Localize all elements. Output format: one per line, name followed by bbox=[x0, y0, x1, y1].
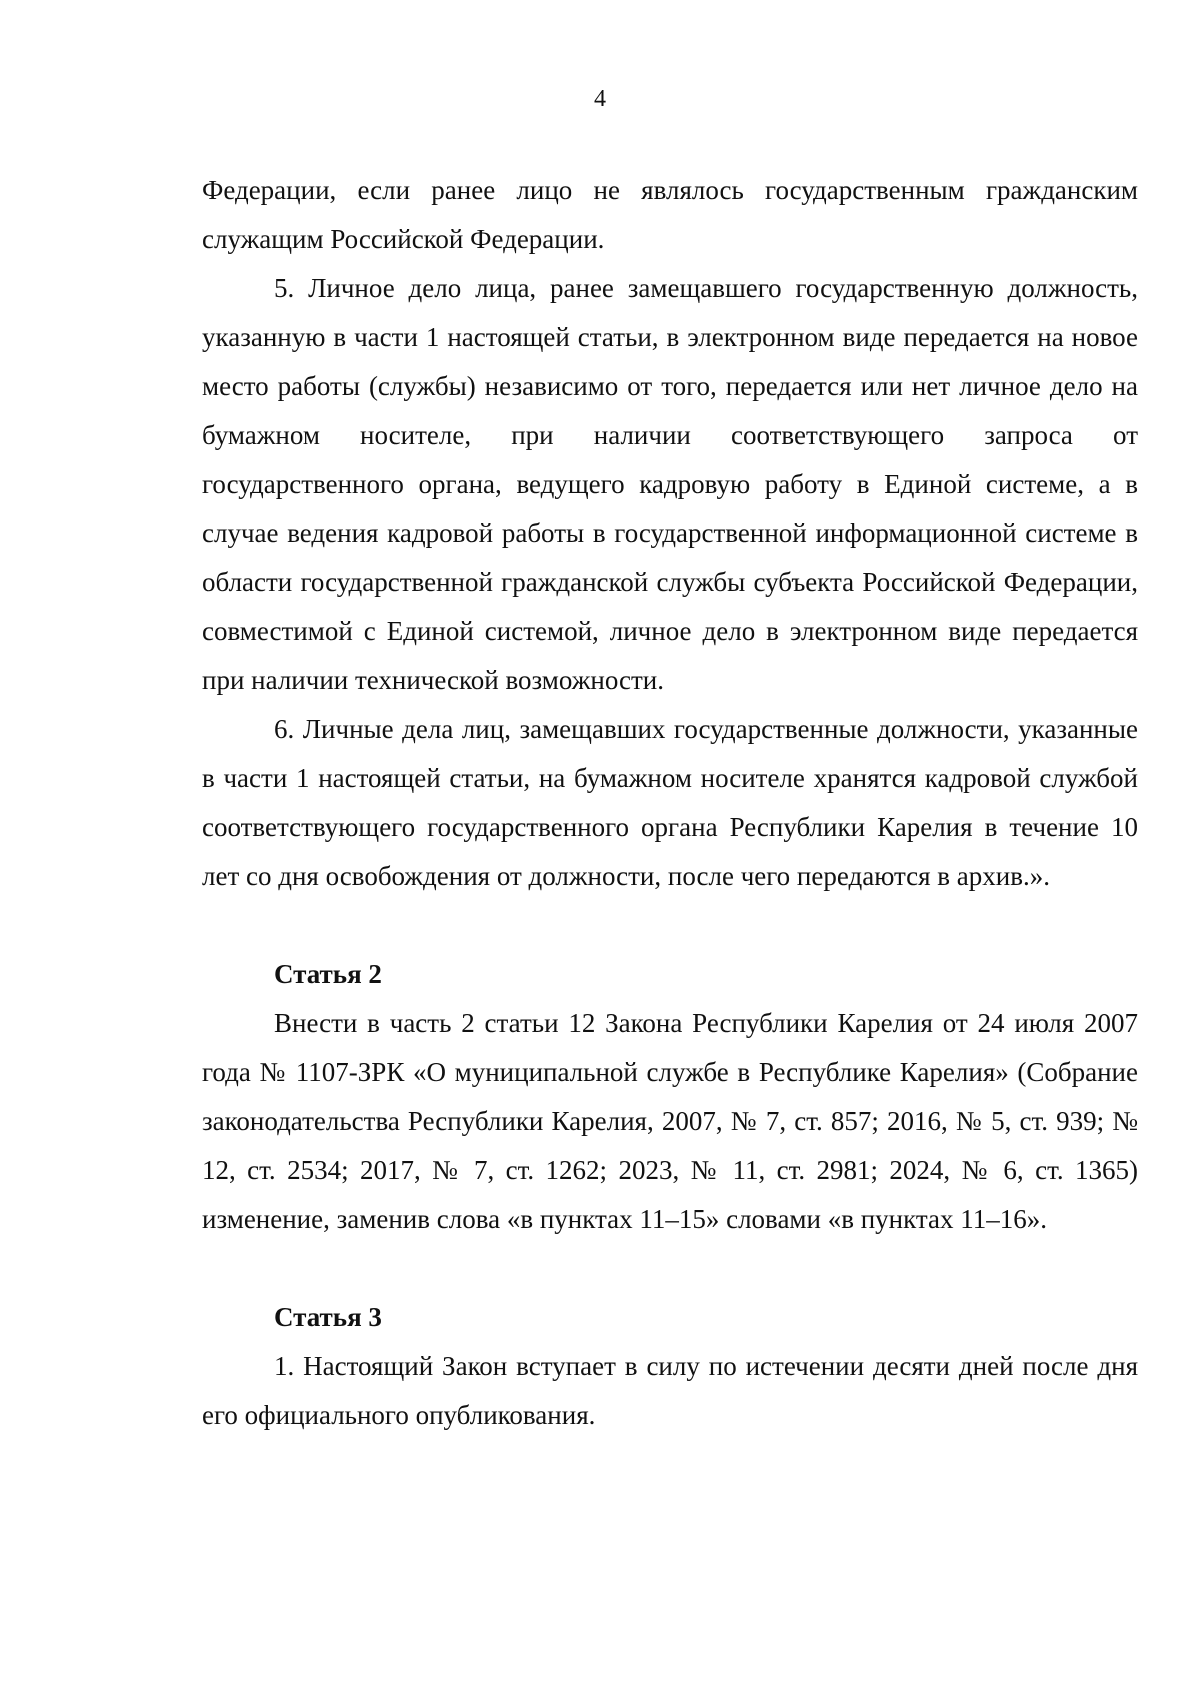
paragraph-point-5: 5. Личное дело лица, ранее замещавшего государственную должность, указанную в части 1 настоящей статьи, в электронном виде передается на новое место работы (службы) независимо от того, передается или нет личное дело на бумажном носителе, при наличии соответствующего запроса от государственного органа, ведущего кадровую работу в Единой системе, а в случае ведения кадровой работы в государственной информационной системе в области государственной гражданской службы субъекта Российской Федерации, совместимой с Единой системой, личное дело в электронном виде передается при наличии технической возможности. bbox=[202, 273, 1138, 695]
document-body bbox=[202, 166, 1138, 1440]
article-3-heading: Статья 3 bbox=[274, 1302, 382, 1332]
article-2-text: Внести в часть 2 статьи 12 Закона Республики Карелия от 24 июля 2007 года № 1107-ЗРК «О муниципальной службе в Республике Карелия» (Собрание законодательства Республики Карелия, 2007, № 7, ст. 857; 2016, № 5, ст. 939; № 12, ст. 2534; 2017, № 7, ст. 1262; 2023, № 11, ст. 2981; 2024, № 6, ст. 1365) изменение, заменив слова «в пунктах 11–15» словами «в пунктах 11–16». bbox=[202, 1008, 1138, 1234]
page-number: 4 bbox=[594, 86, 606, 112]
article-3-text: 1. Настоящий Закон вступает в силу по истечении десяти дней после дня его официального опубликования. bbox=[202, 1351, 1138, 1430]
article-2-heading: Статья 2 bbox=[274, 959, 382, 989]
paragraph-point-6: 6. Личные дела лиц, замещавших государственные должности, указанные в части 1 настоящей статьи, на бумажном носителе хранятся кадровой службой соответствующего государственного органа Республики Карелия в течение 10 лет со дня освобождения от должности, после чего передаются в архив.». bbox=[202, 714, 1138, 891]
paragraph-continuation: Федерации, если ранее лицо не являлось государственным гражданским служащим Российской Федерации. bbox=[202, 175, 1138, 254]
